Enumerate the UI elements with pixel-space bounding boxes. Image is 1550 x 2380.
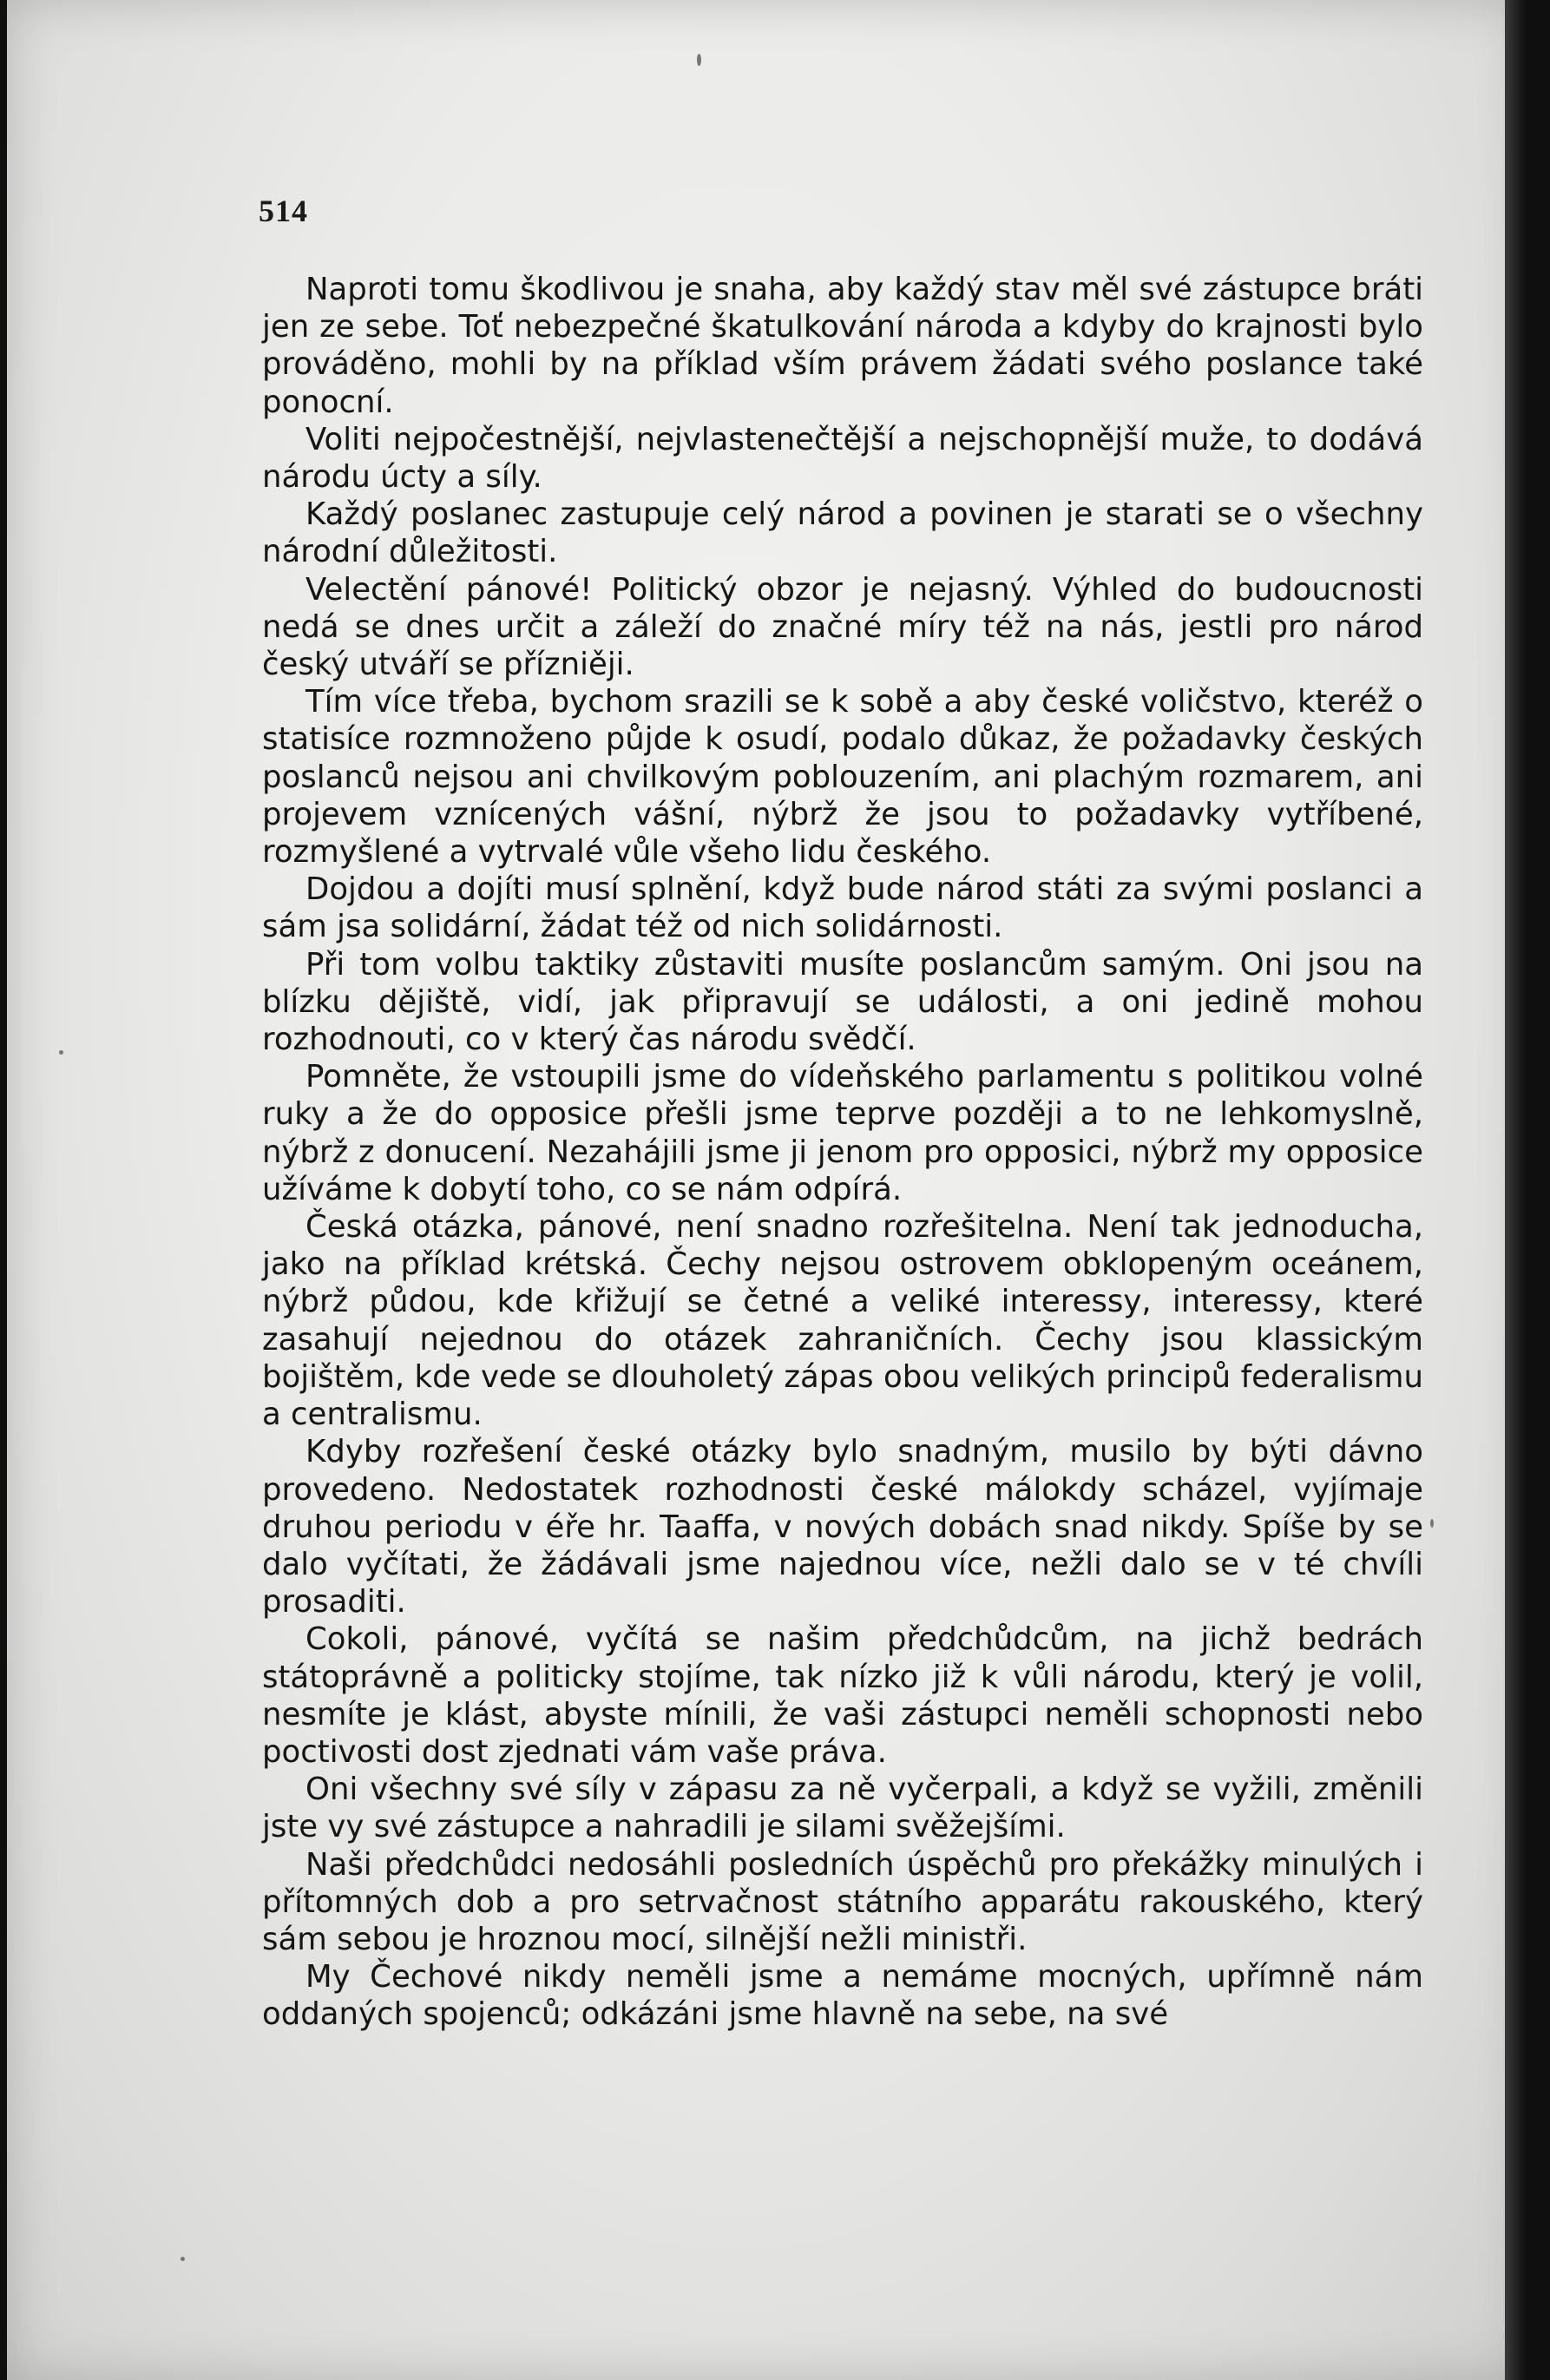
paragraph: My Čechové nikdy neměli jsme a nemáme mocných, upřímně nám oddaných spojenců; odkázáni jsme hlavně na sebe, na své (262, 1959, 1423, 2033)
paragraph: Tím více třeba, bychom srazili se k sobě a aby české voličstvo, kteréž o statisíce rozmnoženo půjde k osudí, podalo důkaz, že požadavky českých poslanců nejsou ani chvilkovým poblouzením, ani plachým rozmarem, ani projevem vznícených vášní, nýbrž že jsou to požadavky vytříbené, rozmyšlené a vytrvalé vůle všeho lidu českého. (262, 684, 1423, 871)
paragraph: Naši předchůdci nedosáhli posledních úspěchů pro překážky minulých i přítomných dob a pro setrvačnost státního apparátu rakouského, který sám sebou je hroznou mocí, silnější nežli ministři. (262, 1846, 1423, 1957)
paragraph: Každý poslanec zastupuje celý národ a povinen je starati se o všechny národní důležitosti. (262, 496, 1423, 570)
scan-speck (181, 2257, 185, 2261)
scan-speck (1430, 1519, 1434, 1528)
scan-speck (59, 1050, 63, 1055)
paragraph: Dojdou a dojíti musí splnění, když bude národ státi za svými poslanci a sám jsa solidární, žádat též od nich solidárnosti. (262, 871, 1423, 945)
page-number: 514 (259, 194, 308, 228)
body-text (262, 271, 1423, 2034)
paragraph: Při tom volbu taktiky zůstaviti musíte poslancům samým. Oni jsou na blízku dějiště, vidí, jak připravují se události, a oni jedině mohou rozhodnouti, co v který čas národu svědčí. (262, 946, 1423, 1058)
paragraph: Kdyby rozřešení české otázky bylo snadným, musilo by býti dávno provedeno. Nedostatek rozhodnosti české málokdy scházel, vyjímaje druhou periodu v éře hr. Taaffa, v nových dobách snad nikdy. Spíše by se dalo vyčítati, že žádávali jsme najednou více, nežli dalo se v té chvíli prosaditi. (262, 1434, 1423, 1621)
paragraph: Voliti nejpočestnější, nejvlastenečtější a nejschopnější muže, to dodává národu úcty a síly. (262, 421, 1423, 496)
paragraph: Pomněte, že vstoupili jsme do vídeňského parlamentu s politikou volné ruky a že do opposice přešli jsme teprve později a to ne lehkomyslně, nýbrž z donucení. Nezahájili jsme ji jenom pro opposici, nýbrž my opposice užíváme k dobytí toho, co se nám odpírá. (262, 1059, 1423, 1207)
paragraph: Česká otázka, pánové, není snadno rozřešitelna. Není tak jednoducha, jako na příklad krétská. Čechy nejsou ostrovem obklopeným oceánem, nýbrž půdou, kde křižují se četné a veliké interessy, interessy, které zasahují nejednou do otázek zahraničních. Čechy jsou klassickým bojištěm, kde vede se dlouholetý zápas obou velikých principů federalismu a centralismu. (262, 1209, 1423, 1433)
paragraph: Velectění pánové! Politický obzor je nejasný. Výhled do budoucnosti nedá se dnes určit a záleží do značné míry též na nás, jestli pro národ český utváří se přízniěji. (262, 571, 1423, 683)
paragraph: Oni všechny své síly v zápasu za ně vyčerpali, a když se vyžili, změnili jste vy své zástupce a nahradili je silami svěžejšími. (262, 1772, 1423, 1845)
page-edge (1505, 0, 1527, 2380)
paragraph: Cokoli, pánové, vyčítá se našim předchůdcům, na jichž bedrách státoprávně a politicky stojíme, tak nízko již k vůli národu, který je volil, nesmíte je klást, abyste mínili, že vaši zástupci neměli schopnosti nebo poctivosti dost zjednati vám vaše práva. (262, 1621, 1423, 1770)
scan-speck (697, 54, 701, 66)
paragraph: Naproti tomu škodlivou je snaha, aby každý stav měl své zástupce bráti jen ze sebe. Toť nebezpečné škatulkování národa a kdyby do krajnosti bylo prováděno, mohli by na příklad vším právem žádati svého poslance také ponocní. (262, 272, 1423, 420)
